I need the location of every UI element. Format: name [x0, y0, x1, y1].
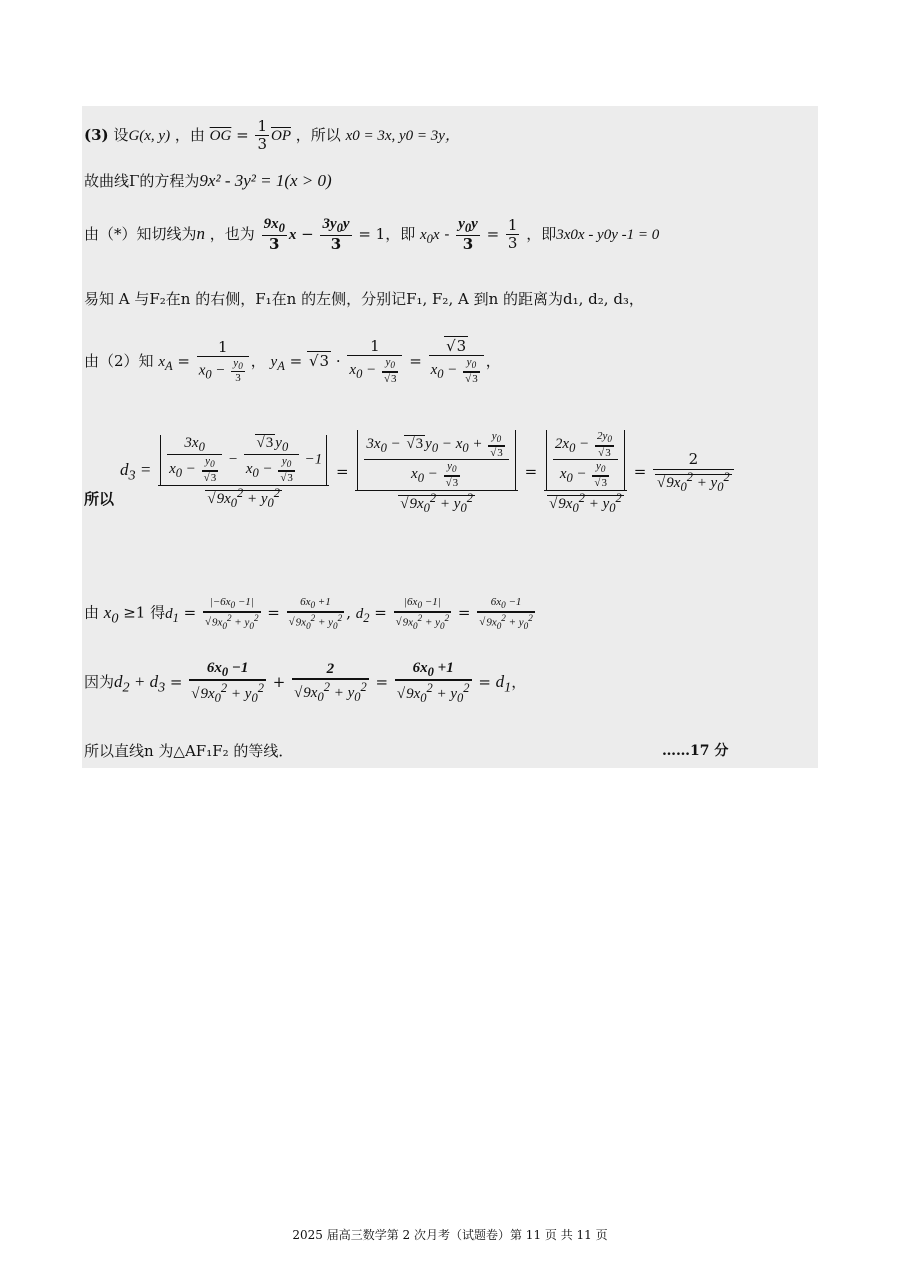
page-footer: 2025 届高三数学第 2 次月考（试题卷）第 11 页 共 11 页	[292, 1228, 608, 1242]
score-label: ……17 分	[662, 743, 729, 759]
line-8: 因为$d_2 + d_3$ = $6x_0 -1$ √ $9x_0^2 + y_0^2$ + 2 √ $9x_0^2 + y_0^2$ = $6x_0 +1$ √ $9x_0^2 + y_0^2$ = $d_1$，	[84, 660, 526, 706]
curve-equation: 9x² - 3y² = 1(x > 0)	[199, 171, 332, 190]
part-number: (3)	[84, 125, 109, 144]
line-2: 故曲线Γ的方程为9x² - 3y² = 1(x > 0)	[84, 171, 332, 190]
line-1: (3) 设G(x, y) ，由 $\overline{OG}$ = $\frac{1}{3}$ $\overline{OP}$ ，所以 x0 = 3x, y0 = 3y，	[84, 117, 460, 154]
line-7: 由 $x_0 \ge 1$ 得$d_1$ = $|-6x_0 -1|$ √ $9x_0^2 + y_0^2$ = $6x_0 +1$ √ $9x_0^2 + y_0^2$ , $d_2$ = $|6x_0 -1|$ √ $9x_0^2 + y_0^2$ = $6x_0 -1$ √ $9x_0^2 + y_0^2$	[84, 596, 537, 631]
line-3: 由（*）知切线为n ，也为 $\frac{9x_0}{3}$ x − $\frac{3y_0y}{3}$ = 1，即 $x_0x$ - $\frac{y_0y}{3}$ = $\frac{1}{3}$ ，即3x0x - y0y -1 = 0	[84, 216, 660, 254]
line-5: 由（2）知 $x_A$ = 1 $x_0$ − $\frac{y_0}{3}$ ， $y_A$ = √ 3 · 1 $x_0$ − $y_0$ √ 3 = √ 3 $x_0$ − $y_0$ √ 3 ，	[84, 338, 501, 386]
substitution: x0 = 3x, y0 = 3y，	[345, 127, 460, 144]
line-6: $d_3$ = $3x_0$ $x_0$ − $y_0$ √ 3 − √ 3 $y_0$ $x_0$ − $y_0$ √ 3 −1 √ $9x_0^2 + y_0^2$ = $3x_0$ − √ 3 $y_0 - x_0$ + $y_0$ √ 3 $x_0$ − $y_0$ √ 3 √ $9x_0^2 + y_0^2$ = $2x_0$ − $2y_0$ √ 3 $x_0$ − $y_0$ √ 3 √ $9x_0^2 + y_0^2$ = 2 √ $9x_0^2 + y_0^2$	[120, 430, 736, 515]
line-4: 易知 A 与F₂在n 的右侧，F₁在n 的左侧，分别记F₁, F₂, A 到n 的距离为d₁, d₂, d₃，	[84, 290, 644, 308]
line-6-label: 所以	[84, 490, 115, 508]
line-9: 所以直线n 为△AF₁F₂ 的等线．	[84, 742, 294, 760]
tangent-equation: 3x0x - y0y -1 = 0	[556, 226, 660, 243]
